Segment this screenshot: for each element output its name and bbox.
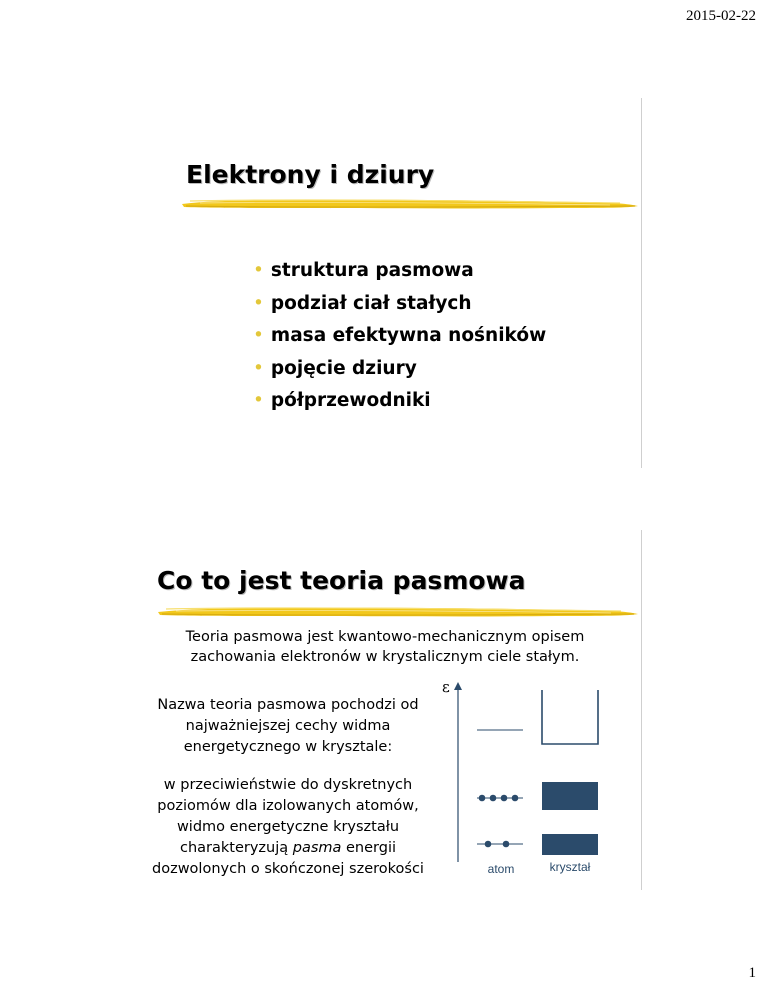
page-number: 1 [748,965,756,981]
slide2-intro [150,627,620,667]
bullet-item [253,260,546,293]
bullet-item [253,358,546,391]
bullet-text: podział ciał stałych [270,292,472,314]
crystal-label: kryształ [549,860,591,874]
electron-dot [503,841,510,848]
paragraph-line: najważniejszej cechy widma [185,718,391,734]
line4-prefix: charakteryzują [179,840,293,856]
bullet-item [253,390,546,423]
atom-label: atom [487,862,515,876]
intro-line: zachowania elektronów w krystalicznym ciele stałym. [190,649,580,665]
paragraph-line: widmo energetyczne kryształu [176,819,400,835]
bullet-icon: • [253,292,264,314]
slide2-paragraph-spectrum [140,775,436,880]
electron-dot [501,795,508,802]
pasma-emphasis: pasma [292,840,342,856]
paragraph-line: energetycznego w krysztale: [183,739,393,755]
crystal-filled-band [542,834,598,855]
bullet-icon: • [253,390,264,411]
crystal-empty-band [542,690,598,744]
bullet-text: masa efektywna nośników [270,325,547,346]
intro-line: Teoria pasmowa jest kwantowo-mechanicznym opisem [185,629,585,645]
bullet-icon: • [253,325,264,346]
slide2-right-edge [641,530,642,890]
paragraph-line: poziomów dla izolowanych atomów, [157,798,419,814]
slide2-title-underline [156,603,640,621]
bullet-text: struktura pasmowa [270,260,474,281]
electron-dot [479,795,486,802]
paragraph-line: Nazwa teoria pasmowa pochodzi od [157,697,419,713]
bullet-icon: • [253,260,264,281]
paragraph-line: dozwolonych o skończonej szerokości [152,861,424,877]
slide1-title-underline [180,195,640,213]
slide1-right-edge [641,98,642,468]
electron-dot [512,795,519,802]
paragraph-line: w przeciwieństwie do dyskretnych [163,777,413,793]
bullet-icon: • [253,357,264,379]
electron-dot [490,795,497,802]
bullet-text: pojęcie dziury [270,357,417,379]
band-diagram [440,672,620,882]
bullet-item [253,325,546,358]
slide2-title: Co to jest teoria pasmowa [157,566,526,595]
paragraph-line [140,838,436,859]
slide2-paragraph-name [140,695,436,758]
slide1-bullet-list [253,260,546,423]
slide1-title: Elektrony i dziury [186,160,435,189]
bullet-text: półprzewodniki [270,390,431,411]
bullet-item [253,293,546,326]
crystal-filled-band [542,782,598,810]
axis-arrow-icon [454,682,462,690]
line4-suffix: energii [341,840,397,856]
electron-dot [485,841,492,848]
energy-symbol: ε [442,678,450,696]
header-date: 2015-02-22 [686,8,756,24]
